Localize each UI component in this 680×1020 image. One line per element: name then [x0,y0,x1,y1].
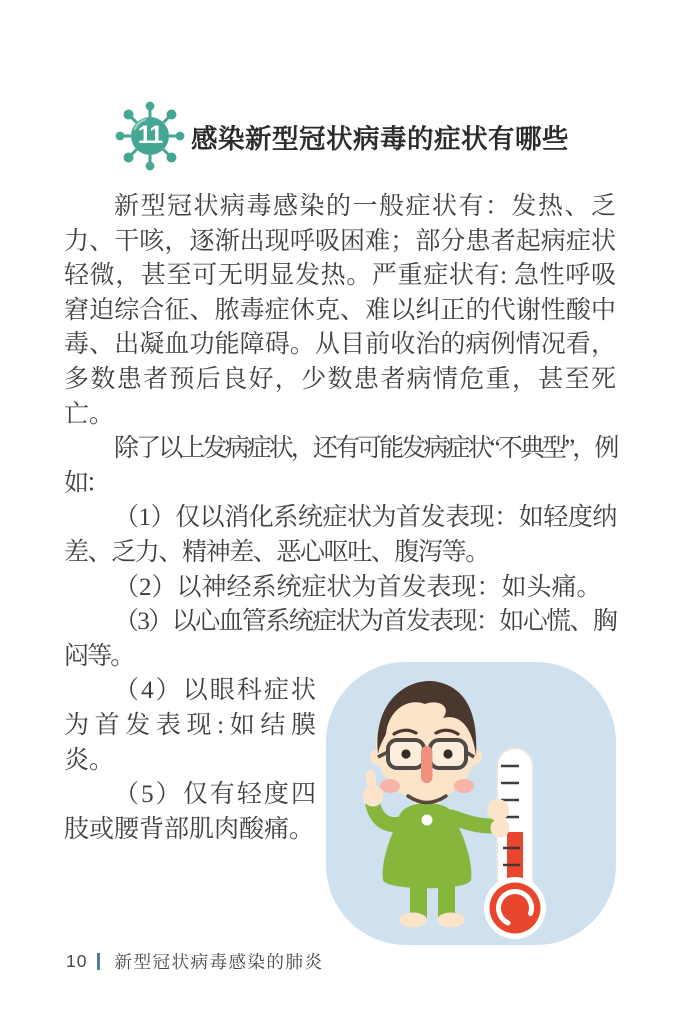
footer-divider [97,953,100,970]
list-item-5: （5）仅有轻度四肢或腰背部肌肉酸痛。 [64,781,316,843]
page-title: 感染新型冠状病毒的症状有哪些 [191,123,569,154]
section-header [0,0,680,174]
list-item-3: （3）以心血管系统症状为首发表现：如心慌、胸闷等。 [64,608,616,670]
page-footer [66,949,323,974]
article-body [64,190,616,847]
virus-icon [112,98,188,174]
list-item-4: （4）以眼科症状为首发表现:如结膜炎。 [64,677,316,774]
paragraph-general-symptoms: 新型冠状病毒感染的一般症状有：发热、乏力、干咳，逐渐出现呼吸困难；部分患者起病症状轻微，甚至可无明显发热。严重症状有: 急性呼吸窘迫综合征、脓毒症休克、难以纠正的代谢性酸中毒、出凝血功能障碍。从目前收治的病例情况看，多数患者预后良好，少数患者病情危重，甚至死亡。 [64,193,616,428]
virus-icon-number: 11 [137,120,163,149]
list-item-2: （2）以神经系统症状为首发表现：如头痛。 [114,573,602,601]
list-item-1: （1）仅以消化系统症状为首发表现：如轻度纳差、乏力、精神差、恶心呕吐、腹泻等。 [64,504,616,566]
man-holding-thermometer-illustration [326,662,616,945]
page-number: 10 [66,951,88,971]
paragraph-atypical-intro: 除了以上发病症状，还有可能发病症状“不典型”，例如： [64,435,616,497]
book-title: 新型冠状病毒感染的肺炎 [114,952,324,972]
man-holding-thermometer-graphic [326,662,616,945]
